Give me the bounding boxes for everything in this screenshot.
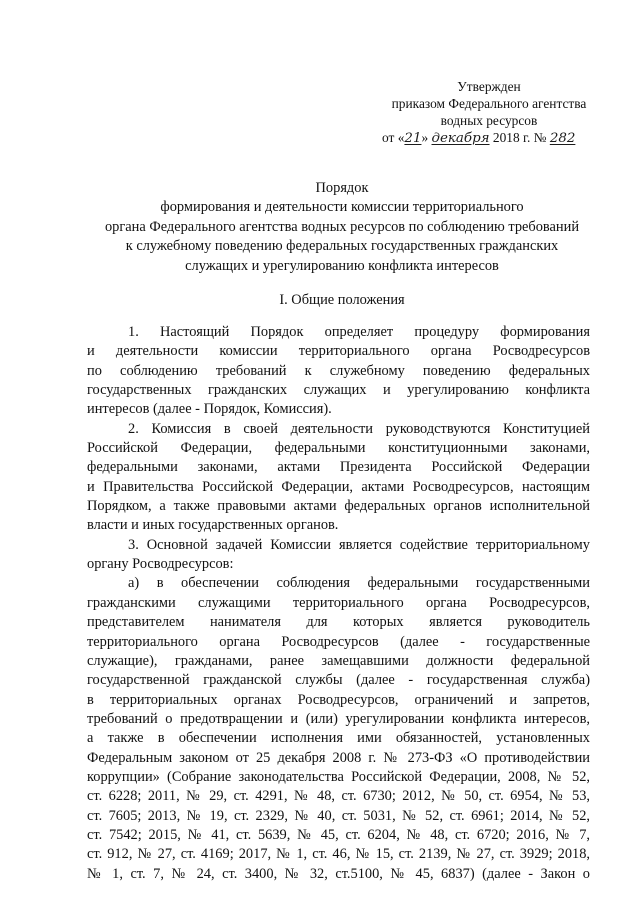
document-title (78, 179, 606, 276)
body-line: Федеральным законом от 25 декабря 2008 г. № 273-ФЗ «О противодействии (87, 749, 590, 766)
section-heading: I. Общие положения (279, 292, 405, 308)
title-line: к служебному поведению федеральных государственных гражданских (125, 238, 559, 255)
body-line: № 1, ст. 7, № 24, ст. 3400, № 32, ст.5100, № 45, 6837) (далее - Закон о (87, 865, 590, 882)
title-line: формирования и деятельности комиссии территориального (160, 199, 524, 216)
handwritten-month: декабря (431, 131, 490, 146)
body-line: Российской Федерации, федеральными конституционными законами, (87, 440, 590, 457)
body-line: по соблюдению требований к служебному поведению федеральных (87, 362, 590, 379)
body-line: требований о предотвращении и (или) урегулировании конфликта интересов, (87, 710, 590, 727)
body-line: а) в обеспечении соблюдения федеральными государственными (128, 575, 590, 592)
body-line: ст. 6228; 2011, № 29, ст. 4291, № 48, ст. 6730; 2012, № 50, ст. 6954, № 53, (87, 788, 590, 805)
body-line: государственной гражданской службы (далее - государственная служба) (87, 672, 590, 689)
title-word: Порядок (315, 180, 369, 196)
document-body (87, 323, 590, 884)
body-line: федеральными законами, актами Президента Российской Федерации (87, 459, 590, 476)
body-line: государственных гражданских служащих и урегулированию конфликта (87, 382, 590, 399)
body-line: интересов (далее - Порядок, Комиссия). (87, 401, 332, 418)
body-line: органу Росводресурсов: (87, 556, 234, 573)
body-line: территориального органа Росводресурсов (далее - государственные (87, 633, 590, 650)
body-line: служащие), гражданами, ранее замещавшими должности федеральной (87, 652, 590, 669)
approval-order-date: от «21» декабря 2018 г. № 282 (382, 130, 576, 146)
body-line: ст. 912, № 27, ст. 4169; 2017, № 1, ст. 46, № 15, ст. 2139, № 27, ст. 3929; 2018, (87, 846, 590, 863)
approval-stamp (384, 78, 594, 147)
body-line: коррупции» (Собрание законодательства Российской Федерации, 2008, № 52, (87, 768, 590, 785)
approval-agency-text: водных ресурсов (440, 113, 538, 128)
body-line: власти и иных государственных органов. (87, 517, 339, 534)
body-line: гражданскими служащими территориального органа Росводресурсов, (87, 594, 590, 611)
body-line: Порядком, а также правовыми актами федеральных органов исполнительной (87, 498, 590, 515)
body-line: и Правительства Российской Федерации, актами Росводресурсов, настоящим (87, 478, 590, 495)
body-line: 2. Комиссия в своей деятельности руководствуются Конституцией (128, 420, 590, 437)
body-line: ст. 7542; 2015, № 41, ст. 5639, № 45, ст. 6204, № 48, ст. 6720; 2016, № 7, (87, 826, 590, 843)
body-line: 1. Настоящий Порядок определяет процедуру формирования (128, 324, 590, 340)
body-line: а также в обеспечении исполнения ими обязанностей, установленных (87, 730, 590, 747)
approval-order-text: приказом Федерального агентства (391, 96, 587, 111)
body-line: представителем нанимателя для которых является руководитель (87, 614, 590, 631)
handwritten-day: 21 (404, 131, 422, 146)
body-line: в территориальных органах Росводресурсов, ограничений и запретов, (87, 691, 590, 708)
handwritten-order-number: 282 (549, 131, 576, 146)
approval-heading: Утвержден (457, 79, 521, 94)
body-line: и деятельности комиссии территориального органа Росводресурсов (87, 343, 590, 360)
title-line: органа Федерального агентства водных ресурсов по соблюдению требований (104, 218, 580, 235)
body-line: 3. Основной задачей Комиссии является содействие территориальному (128, 536, 590, 553)
body-line: ст. 7605; 2013, № 19, ст. 2329, № 40, ст. 5031, № 52, ст. 6961; 2014, № 52, (87, 807, 590, 824)
title-line: служащих и урегулированию конфликта интересов (185, 257, 499, 274)
